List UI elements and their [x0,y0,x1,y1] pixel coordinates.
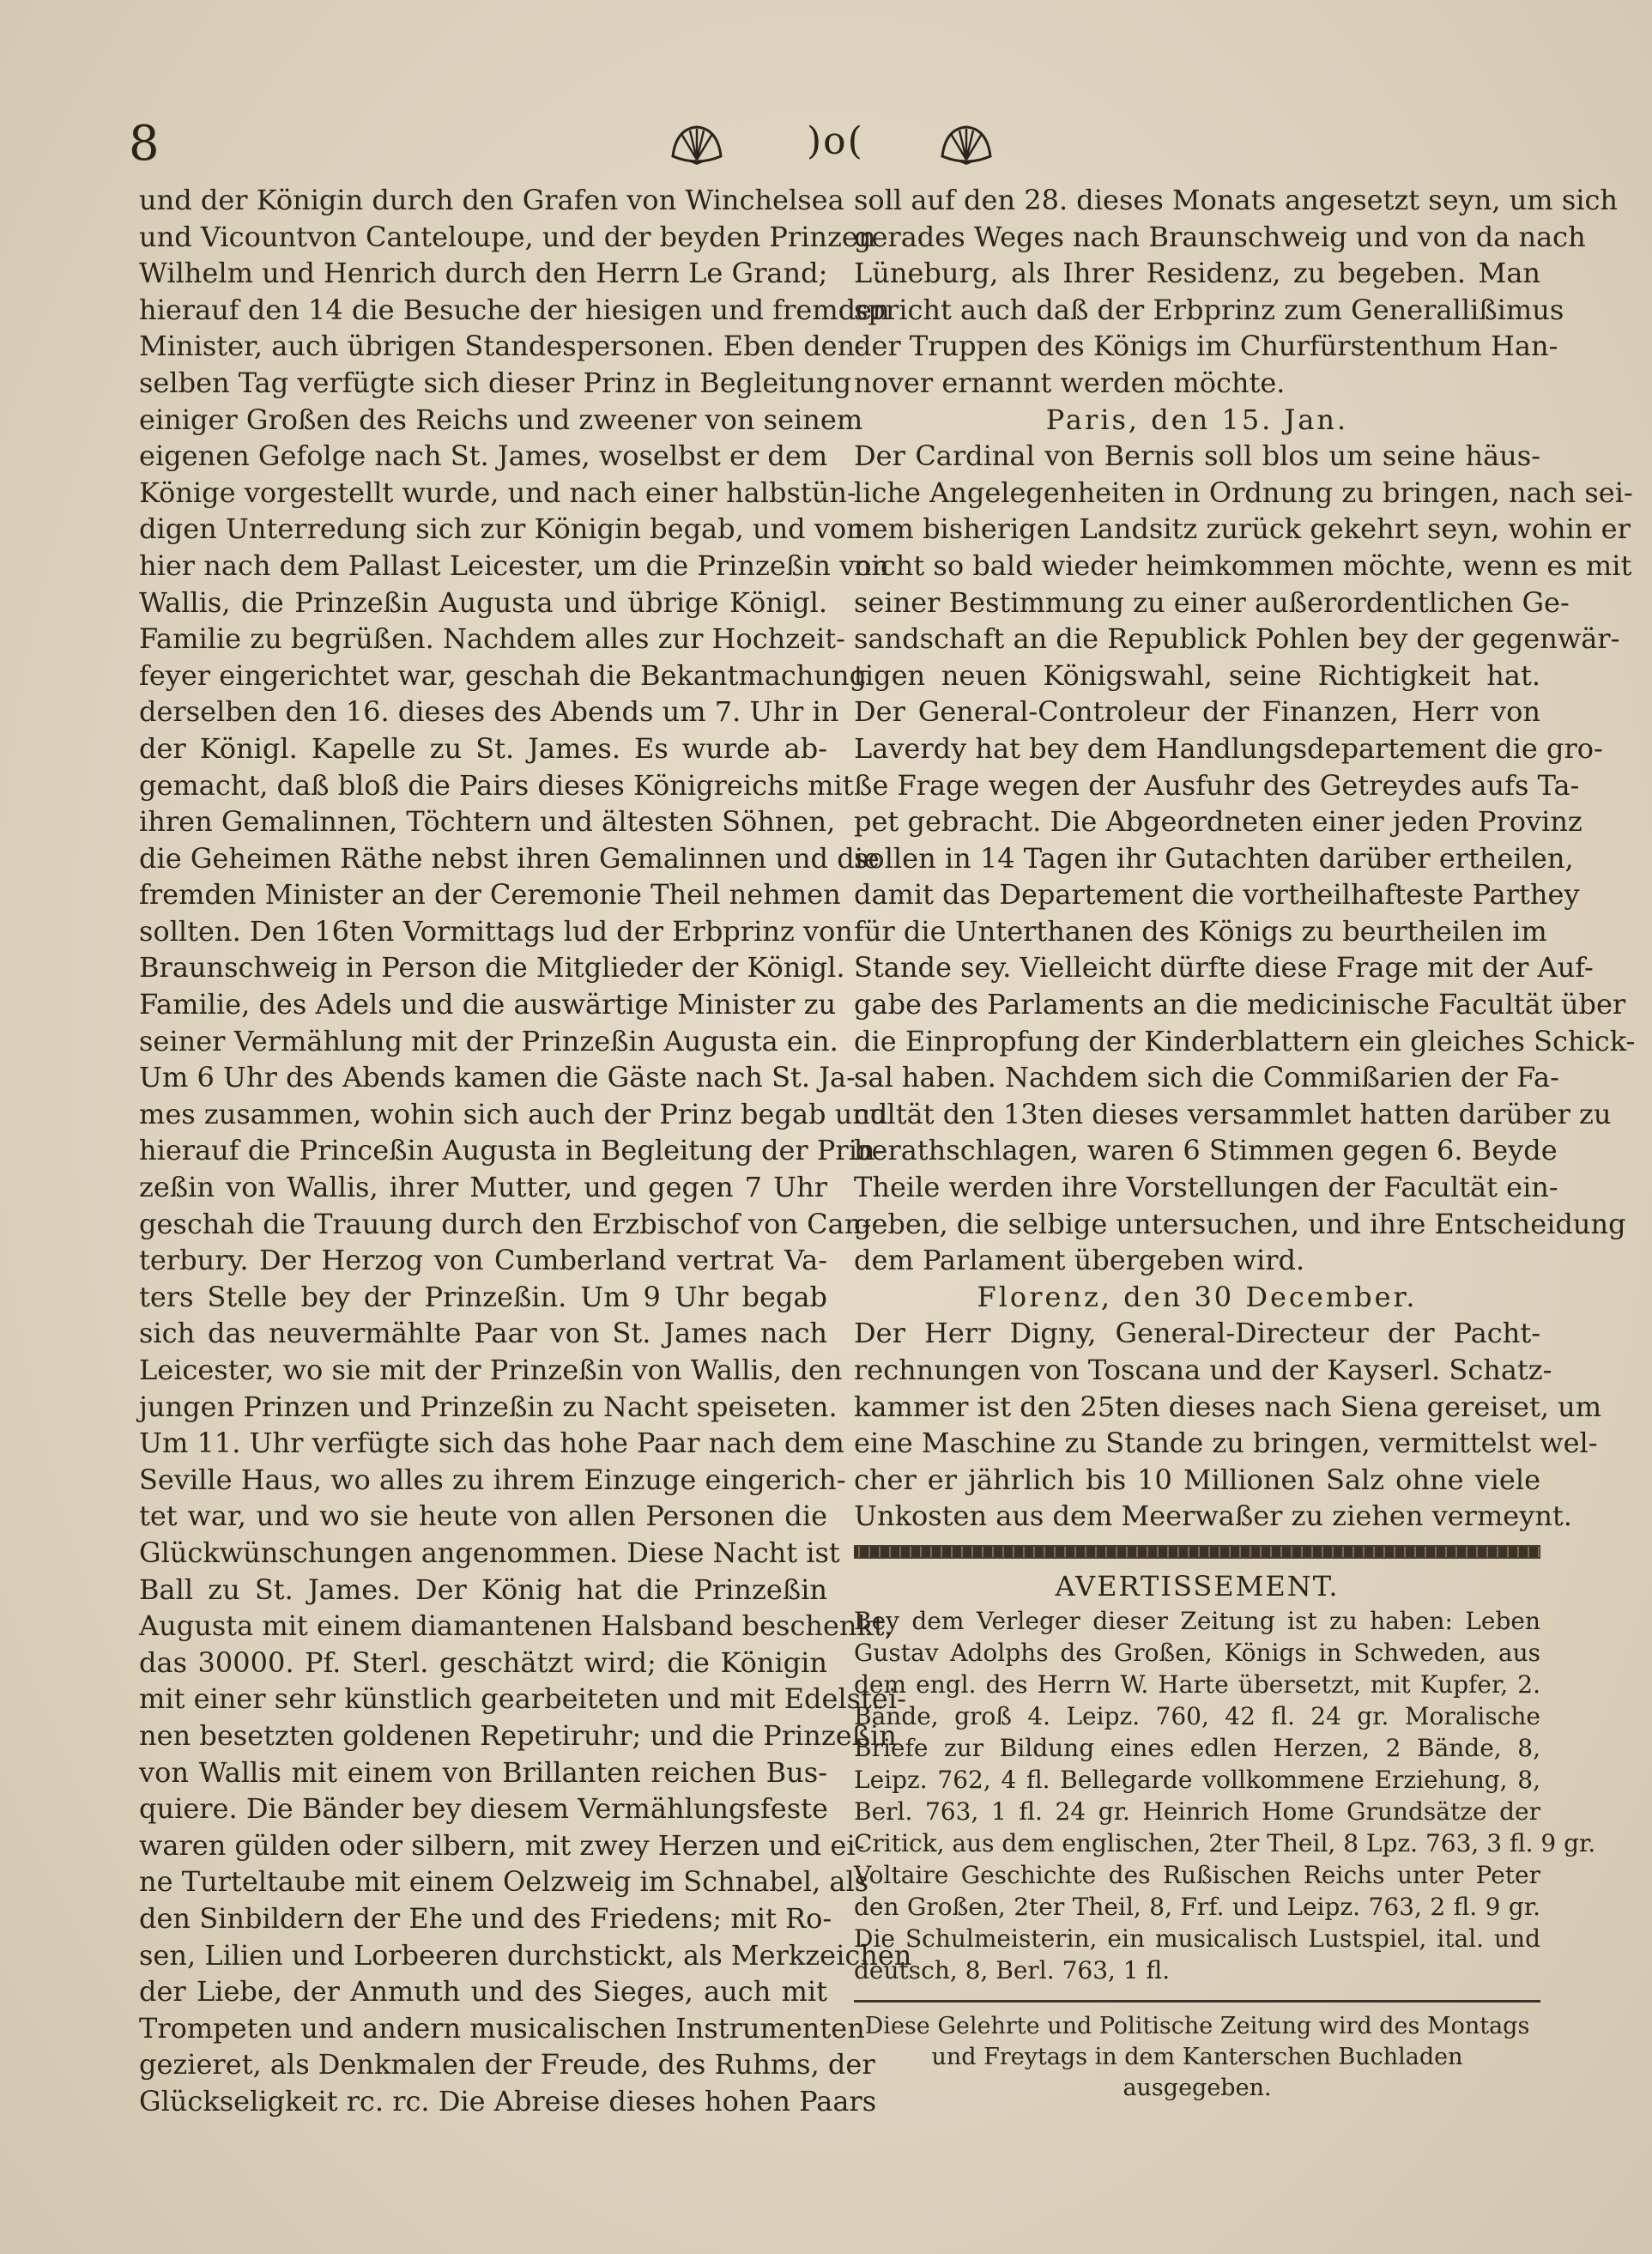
avertissement-section [854,1567,1596,1986]
text-line: Braunschweig in Person die Mitglieder der Königl. [139,951,845,985]
text-line: waren gülden oder silbern, mit zwey Herzen und ei- [139,1828,865,1862]
text-line: gezieret, als Denkmalen der Freude, des Ruhms, der [139,2048,875,2081]
text-line: Stande sey. Vielleicht dürfte diese Frage mit der Auf- [854,951,1594,985]
shell-ornament-icon [668,122,726,165]
text-line: eine Maschine zu Stande zu bringen, vermittelst wel- [854,1427,1598,1460]
text-line: mes zusammen, wohin sich auch der Prinz begab und [139,1097,888,1130]
text-line: feyer eingerichtet war, geschah die Bekantmachung [139,658,868,692]
text-line: nem bisherigen Landsitz zurück gekehrt seyn, wohin er [854,512,1631,546]
text-line: Familie, des Adels und die auswärtige Minister zu [139,988,837,1021]
text-line: hier nach dem Pallast Leicester, um die Prinzeßin von [139,548,890,582]
text-line: jungen Prinzen und Prinzeßin zu Nacht speiseten. [139,1390,838,1423]
text-line: nen besetzten goldenen Repetiruhr; und die Prinzeßin [139,1718,897,1752]
text-line: Um 11. Uhr verfügte sich das hohe Paar nach dem [139,1427,844,1460]
footer-line: ausgegeben. [1123,2074,1272,2101]
text-line: Minister, auch übrigen Standespersonen. Eben den- [139,330,865,363]
text-line: gabe des Parlaments an die medicinische Facultät über [854,988,1626,1021]
text-line: selben Tag verfügte sich dieser Prinz in Begleitung [139,366,852,399]
avertissement-line: Bey dem Verleger dieser Zeitung ist zu haben: Leben [854,1606,1540,1635]
text-line: sal haben. Nachdem sich die Commißarien der Fa- [854,1061,1559,1094]
text-line: für die Unterthanen des Königs zu beurtheilen im [854,914,1547,948]
footer-line: Diese Gelehrte und Politische Zeitung wird des Montags [864,2012,1530,2039]
text-line: Laverdy hat bey dem Handlungsdepartement die gro- [854,731,1603,765]
avertissement-line: dem engl. des Herrn W. Harte übersetzt, mit Kupfer, 2. [854,1669,1540,1699]
text-line: die Einpropfung der Kinderblattern ein gleiches Schick- [854,1024,1636,1057]
text-line: nicht so bald wieder heimkommen möchte, wenn es mit [854,548,1632,582]
text-line: Wallis, die Prinzeßin Augusta und übrige Königl. [139,585,827,619]
text-line: digen Unterredung sich zur Königin begab, und von [139,512,864,546]
section-divider [854,1545,1540,1559]
text-line: tigen neuen Königswahl, seine Richtigkeit hat. [854,658,1540,692]
text-line: gemacht, daß bloß die Pairs dieses Königreichs mit [139,768,854,802]
text-line: der Truppen des Königs im Churfürstenthum Han- [854,330,1558,363]
text-line: fremden Minister an der Ceremonie Theil nehmen [139,878,841,912]
left-column [139,182,912,2119]
text-line: Leicester, wo sie mit der Prinzeßin von Wallis, den [139,1354,843,1386]
text-line: tet war, und wo sie heute von allen Personen die [139,1500,827,1533]
text-line: den Sinbildern der Ehe und des Friedens; mit Ro- [139,1901,832,1935]
text-line: ihren Gemalinnen, Töchtern und ältesten Söhnen, [139,805,836,839]
text-line: die Geheimen Räthe nebst ihren Gemalinnen und die [139,841,880,875]
text-line: mit einer sehr künstlich gearbeiteten und mit Edelstei- [139,1682,906,1716]
text-line: kammer ist den 25ten dieses nach Siena gereiset, um [854,1390,1602,1423]
text-line: ße Frage wegen der Ausfuhr des Getreydes aufs Ta- [854,768,1580,802]
dateline-florenz: Florenz, den 30 December. [977,1280,1418,1313]
text-line: zeßin von Wallis, ihrer Mutter, und gegen 7 Uhr [139,1171,827,1204]
text-line: ters Stelle bey der Prinzeßin. Um 9 Uhr begab [139,1280,827,1313]
text-line: pet gebracht. Die Abgeordneten einer jeden Provinz [854,805,1582,839]
text-line: Lüneburg, als Ihrer Residenz, zu begeben. Man [854,257,1540,290]
text-line: Trompeten und andern musicalischen Instrumenten [139,2011,865,2045]
text-line: sen, Lilien und Lorbeeren durchstickt, als Merkzeichen [139,1938,912,1972]
text-line: sandschaft an die Republick Pohlen bey der gegenwär- [854,622,1620,656]
text-line: liche Angelegenheiten in Ordnung zu bringen, nach sei- [854,476,1633,509]
avertissement-line: Gustav Adolphs des Großen, Königs in Schweden, aus [854,1638,1540,1667]
text-line: Wilhelm und Henrich durch den Herrn Le Grand; [139,257,828,290]
text-line: Ball zu St. James. Der König hat die Prinzeßin [139,1572,827,1606]
text-line: nover ernannt werden möchte. [854,366,1286,399]
text-line: dem Parlament übergeben wird. [854,1244,1305,1277]
text-line: das 30000. Pf. Sterl. geschätzt wird; die Königin [139,1645,827,1679]
avertissement-line: Leipz. 762, 4 fl. Bellegarde vollkommene Erziehung, 8, [854,1765,1540,1794]
text-line: sich das neuvermählte Paar von St. James nach [139,1317,827,1350]
text-line: Seville Haus, wo alles zu ihrem Einzuge eingerich- [139,1463,846,1496]
avertissement-line: deutsch, 8, Berl. 763, 1 fl. [854,1955,1171,1984]
text-line: Theile werden ihre Vorstellungen der Facultät ein- [854,1171,1558,1204]
text-line: seiner Bestimmung zu einer außerordentlichen Ge- [854,585,1570,619]
text-line: Der Cardinal von Bernis soll blos um seine häus- [854,439,1540,473]
text-line: der Königl. Kapelle zu St. James. Es wurde ab- [139,731,827,765]
text-line: soll auf den 28. dieses Monats angesetzt seyn, um sich [854,184,1618,216]
text-line: spricht auch daß der Erbprinz zum Generallißimus [854,293,1564,326]
text-line: Unkosten aus dem Meerwaßer zu ziehen vermeynt. [854,1500,1572,1533]
text-line: sollten. Den 16ten Vormittags lud der Erbprinz von [139,914,853,948]
text-line: von Wallis mit einem von Brillanten reichen Bus- [139,1755,827,1789]
text-line: Der General-Controleur der Finanzen, Herr von [854,695,1540,729]
text-line: berathschlagen, waren 6 Stimmen gegen 6. Beyde [854,1134,1558,1167]
avertissement-title: AVERTISSEMENT. [1055,1569,1340,1603]
page-number: 8 [129,116,160,172]
text-line: terbury. Der Herzog von Cumberland vertrat Va- [139,1244,827,1277]
text-line: derselben den 16. dieses des Abends um 7. Uhr in [139,695,839,729]
text-line: Glückwünschungen angenommen. Diese Nacht ist [139,1536,840,1569]
text-line: ne Turteltaube mit einem Oelzweig im Schnabel, als [139,1865,869,1899]
text-line: einiger Großen des Reichs und zweener von seinem [139,403,863,436]
text-line: und der Königin durch den Grafen von Winchelsea [139,184,844,216]
right-column [854,182,1636,2104]
footer-divider [854,2000,1540,2003]
dateline-paris: Paris, den 15. Jan. [1045,403,1349,436]
text-line: Familie zu begrüßen. Nachdem alles zur Hochzeit- [139,622,845,656]
text-line: Augusta mit einem diamantenen Halsband beschenkt, [139,1609,893,1643]
text-line: Um 6 Uhr des Abends kamen die Gäste nach St. Ja- [139,1061,856,1094]
text-line: rechnungen von Toscana und der Kayserl. Schatz- [854,1354,1552,1386]
text-line: und Vicountvon Canteloupe, und der beyden Prinzen [139,220,876,253]
avertissement-line: den Großen, 2ter Theil, 8, Frf. und Leipz. 763, 2 fl. 9 gr. [854,1892,1540,1921]
text-line: quiere. Die Bänder bey diesem Vermählungsfeste [139,1792,828,1826]
text-line: Glückseligkeit rc. rc. Die Abreise dieses hohen Paars [139,2084,877,2118]
avertissement-line: Bände, groß 4. Leipz. 760, 42 fl. 24 gr. Moralische [854,1701,1540,1730]
text-line: Der Herr Digny, General-Directeur der Pacht- [854,1317,1540,1350]
text-line: cher er jährlich bis 10 Millionen Salz ohne viele [854,1463,1540,1496]
text-line: sollen in 14 Tagen ihr Gutachten darüber ertheilen, [854,841,1574,875]
text-line: gerades Weges nach Braunschweig und von da nach [854,220,1586,253]
avertissement-line: Berl. 763, 1 fl. 24 gr. Heinrich Home Grundsätze der [854,1797,1540,1826]
footer-line: und Freytags in dem Kanterschen Buchladen [931,2043,1463,2070]
text-line: der Liebe, der Anmuth und des Sieges, auch mit [139,1975,827,2009]
text-line: cultät den 13ten dieses versammlet hatten darüber zu [854,1097,1612,1130]
text-line: eigenen Gefolge nach St. James, woselbst er dem [139,439,828,473]
avertissement-line: Critick, aus dem englischen, 2ter Theil, 8 Lpz. 763, 3 fl. 9 gr. [854,1828,1596,1857]
avertissement-line: Voltaire Geschichte des Rußischen Reichs unter Peter [854,1860,1540,1889]
avertissement-line: Die Schulmeisterin, ein musicalisch Lustspiel, ital. und [854,1924,1540,1953]
text-line: hierauf den 14 die Besuche der hiesigen und fremden [139,293,890,326]
shell-ornament-icon [937,122,995,165]
text-line: seiner Vermählung mit der Prinzeßin Augusta ein. [139,1024,838,1057]
publication-note [854,2011,1540,2104]
text-line: Könige vorgestellt wurde, und nach einer halbstün- [139,476,856,509]
page-header [0,118,1652,187]
text-line: geben, die selbige untersuchen, und ihre Entscheidung [854,1207,1626,1240]
avertissement-line: Briefe zur Bildung eines edlen Herzen, 2 Bände, 8, [854,1733,1540,1762]
text-line: damit das Departement die vortheilhafteste Parthey [854,878,1580,912]
text-line: hierauf die Princeßin Augusta in Begleitung der Prin- [139,1134,885,1167]
text-line: geschah die Trauung durch den Erzbischof von Can- [139,1207,872,1240]
header-ornament: )o( [807,119,864,163]
